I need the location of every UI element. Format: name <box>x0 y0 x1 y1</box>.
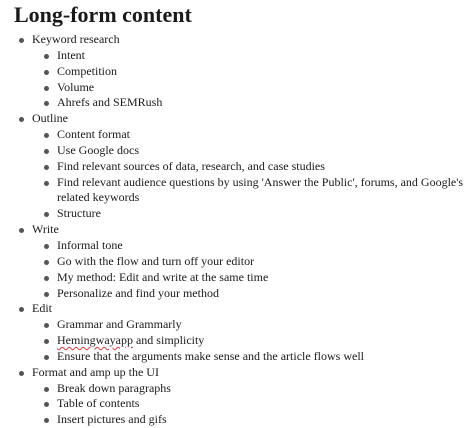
list-item <box>0 396 474 412</box>
item-label: Intent <box>57 47 85 62</box>
list-item <box>0 48 474 64</box>
outline-list <box>0 32 474 428</box>
item-label: Structure <box>57 206 101 221</box>
item-label: Personalize and find your method <box>57 285 219 300</box>
list-item <box>0 159 474 175</box>
list-item <box>0 349 474 365</box>
bullet-icon <box>44 276 49 281</box>
item-label: Go with the flow and turn off your editor <box>57 253 255 268</box>
bullet-icon <box>44 244 49 249</box>
bullet-icon <box>44 54 49 59</box>
list-item <box>0 238 474 254</box>
bullet-icon <box>44 70 49 75</box>
item-label: Content format <box>57 127 130 142</box>
bullet-icon <box>44 101 49 106</box>
bullet-icon <box>44 181 49 186</box>
list-item <box>0 64 474 80</box>
bullet-icon <box>44 133 49 138</box>
item-label: Competition <box>57 63 117 78</box>
item-label: Grammar and Grammarly <box>57 317 182 332</box>
list-item <box>0 127 474 143</box>
section-label: Format and amp up the UI <box>32 364 159 379</box>
item-label: Insert pictures and gifs <box>57 412 167 427</box>
list-item <box>0 111 474 127</box>
item-label: Ahrefs and SEMRush <box>57 95 163 110</box>
item-label: Informal tone <box>57 237 123 252</box>
list-item <box>0 286 474 302</box>
bullet-icon <box>44 355 49 360</box>
list-item <box>0 222 474 238</box>
list-item <box>0 32 474 48</box>
list-item <box>0 412 474 428</box>
list-item <box>0 95 474 111</box>
item-label: Volume <box>57 79 95 94</box>
item-label: My method: Edit and write at the same time <box>57 269 269 284</box>
bullet-icon <box>44 402 49 407</box>
bullet-icon <box>44 86 49 91</box>
item-label: Break down paragraphs <box>57 380 171 395</box>
list-item <box>0 333 474 349</box>
item-label-rest: and simplicity <box>132 333 205 348</box>
item-label: Table of contents <box>57 396 140 411</box>
bullet-icon <box>44 165 49 170</box>
list-item <box>0 317 474 333</box>
list-item <box>0 143 474 159</box>
list-item <box>0 381 474 397</box>
page-title: Long-form content <box>14 2 192 27</box>
bullet-icon <box>19 38 24 43</box>
bullet-icon <box>44 339 49 344</box>
bullet-icon <box>44 260 49 265</box>
bullet-icon <box>44 292 49 297</box>
item-label: Use Google docs <box>57 142 139 157</box>
section-label: Write <box>32 222 59 237</box>
spelling-flagged-word[interactable]: Hemingwayapp <box>57 333 133 348</box>
bullet-icon <box>19 307 24 312</box>
section-label: Outline <box>32 111 68 126</box>
bullet-icon <box>44 212 49 217</box>
list-item <box>0 206 474 222</box>
bullet-icon <box>44 418 49 423</box>
list-item <box>0 80 474 96</box>
bullet-icon <box>19 228 24 233</box>
section-label: Edit <box>32 301 52 316</box>
bullet-icon <box>44 387 49 392</box>
list-item <box>0 254 474 270</box>
bullet-icon <box>44 323 49 328</box>
bullet-icon <box>44 149 49 154</box>
item-label: Ensure that the arguments make sense and the article flows well <box>57 348 365 363</box>
list-item <box>0 365 474 381</box>
list-item <box>0 301 474 317</box>
bullet-icon <box>19 117 24 122</box>
item-label: Find relevant sources of data, research, and case studies <box>57 158 325 173</box>
section-label: Keyword research <box>32 32 120 46</box>
list-item <box>0 175 474 207</box>
bullet-icon <box>19 371 24 376</box>
list-item <box>0 270 474 286</box>
item-label: Find relevant audience questions by using 'Answer the Public', forums, and Google's related keywords <box>57 174 464 205</box>
